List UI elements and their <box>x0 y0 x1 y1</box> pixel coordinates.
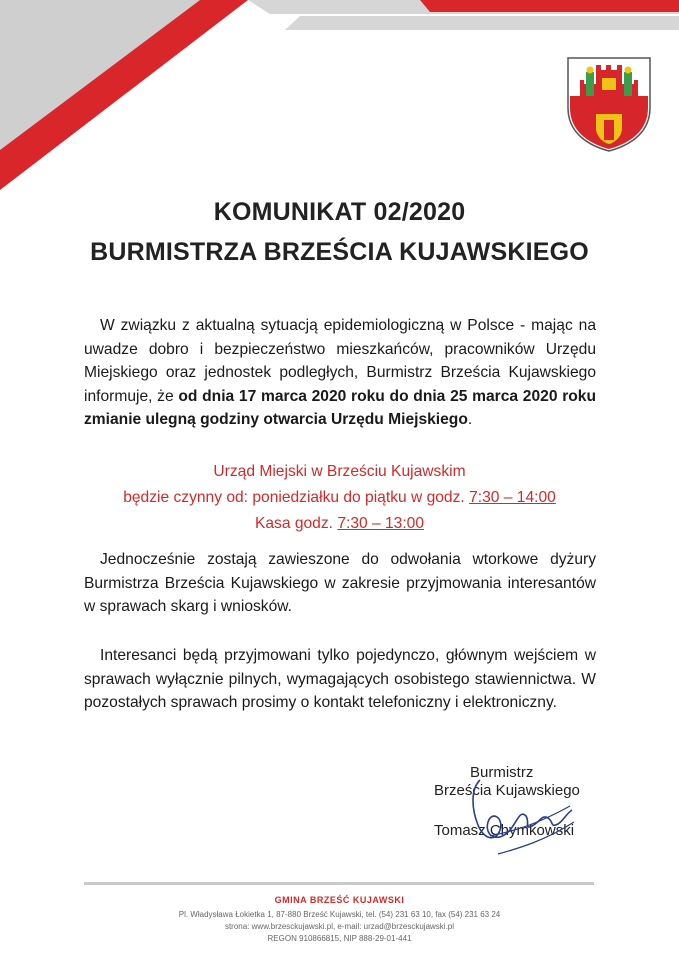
footer-org: GMINA BRZEŚĆ KUJAWSKI <box>274 895 405 905</box>
gray-stripe-top2 <box>285 16 679 30</box>
signature-name: Tomasz Chymkowski <box>434 822 575 839</box>
cashier-hours-text: Kasa godz. <box>254 515 338 532</box>
announcement-tail: . <box>467 411 473 429</box>
coat-of-arms-icon <box>566 56 652 152</box>
footer-divider <box>84 882 594 885</box>
cashier-hours-value: 7:30 – 13:00 <box>337 515 425 532</box>
gray-stripe-left <box>0 0 200 150</box>
page-title: KOMUNIKAT 02/2020 <box>213 198 466 226</box>
office-hours-text: będzie czynny od: poniedziałku do piątku w godz. <box>123 489 470 506</box>
handwritten-signature <box>450 770 580 860</box>
gray-stripe-top <box>248 0 679 14</box>
page-subtitle: BURMISTRZA BRZEŚCIA KUJAWSKIEGO <box>90 238 589 266</box>
paragraph-visitors <box>84 644 596 715</box>
footer-contact: strona: www.brzesckujawski.pl, e-mail: urzad@brzesckujawski.pl <box>224 922 455 931</box>
announcement-lead: W związku z aktualną sytuacją epidemiologiczną w Polsce - mając na uwadze dobro i bezpieczeństwo mieszkańców, pracowników Urzędu Miejskiego oraz jednostek podległych, Burmistrz Brześcia Kujawskiego informuje, że <box>84 317 596 405</box>
signature-office: Brześcia Kujawskiego <box>434 782 580 799</box>
red-stripe-left <box>0 0 248 190</box>
visitors-text: Interesanci będą przyjmowani tylko pojedynczo, głównym wejściem w sprawach wyłącznie pilnych, wymagających osobistego stawiennictwa. W pozostałych sprawach prosimy o kontakt telefoniczny i elektroniczny. <box>84 647 596 712</box>
footer-address: Pl. Władysława Łokietka 1, 87-880 Brześć Kujawski, tel. (54) 231 63 10, fax (54) 231 63 24 <box>178 910 501 919</box>
announcement-bold: od dnia 17 marca 2020 roku do dnia 25 marca 2020 roku zmianie ulegną godziny otwarcia Urzędu Miejskiego <box>84 387 596 429</box>
paragraph-duty-suspension <box>84 548 596 619</box>
signature-title: Burmistrz <box>470 764 534 781</box>
office-hours-value: 7:30 – 14:00 <box>469 489 556 506</box>
office-hours <box>0 485 679 510</box>
cashier-hours <box>0 511 679 536</box>
footer-ids: REGON 910866815, NIP 888-29-01-441 <box>267 934 412 943</box>
office-name: Urząd Miejski w Brześciu Kujawskim <box>213 463 466 480</box>
red-stripe-top <box>420 0 679 12</box>
paragraph-announcement <box>84 314 596 432</box>
duty-suspension-text: Jednocześnie zostają zawieszone do odwołania wtorkowe dyżury Burmistrza Brześcia Kujawskiego w zakresie przyjmowania interesantów w sprawach skarg i wniosków. <box>84 551 596 616</box>
